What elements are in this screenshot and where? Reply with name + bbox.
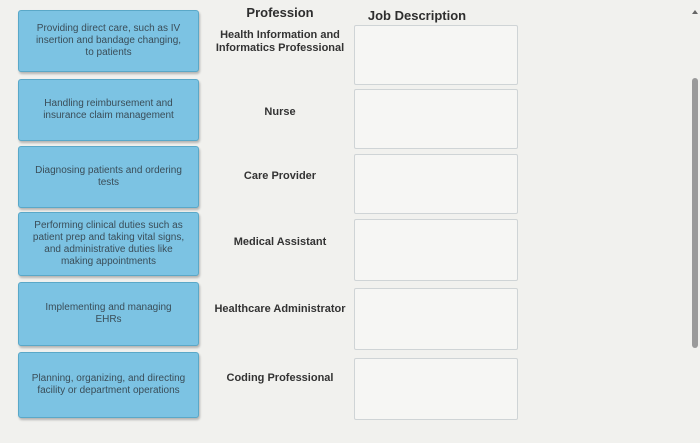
drop-zone-health-information[interactable] bbox=[354, 25, 518, 85]
scrollbar-thumb[interactable] bbox=[692, 78, 698, 348]
profession-label-care-provider: Care Provider bbox=[243, 169, 317, 182]
drop-zone-healthcare-administrator[interactable] bbox=[354, 288, 518, 350]
profession-label-health-information: Health Information and Informatics Professional bbox=[215, 29, 345, 54]
draggable-card-diagnosing[interactable]: Diagnosing patients and ordering tests bbox=[18, 146, 199, 208]
drop-zone-nurse[interactable] bbox=[354, 89, 518, 149]
profession-label-nurse: Nurse bbox=[264, 105, 296, 118]
draggable-card-operations[interactable]: Planning, organizing, and directing facility or department operations bbox=[18, 352, 199, 418]
drop-zone-medical-assistant[interactable] bbox=[354, 219, 518, 281]
profession-label-coding-professional: Coding Professional bbox=[226, 371, 334, 384]
profession-label-healthcare-administrator: Healthcare Administrator bbox=[214, 302, 346, 315]
scroll-up-arrow-icon[interactable] bbox=[692, 10, 698, 14]
profession-column-header: Profession bbox=[246, 5, 314, 20]
drop-zone-care-provider[interactable] bbox=[354, 154, 518, 214]
draggable-card-clinical-duties[interactable]: Performing clinical duties such as patient prep and taking vital signs, and administrative duties like making appointments bbox=[18, 212, 199, 276]
drop-zone-coding-professional[interactable] bbox=[354, 358, 518, 420]
profession-label-medical-assistant: Medical Assistant bbox=[233, 235, 327, 248]
draggable-card-ehrs[interactable]: Implementing and managing EHRs bbox=[18, 282, 199, 346]
draggable-card-reimbursement[interactable]: Handling reimbursement and insurance claim management bbox=[18, 79, 199, 141]
draggable-card-direct-care[interactable]: Providing direct care, such as IV insertion and bandage changing, to patients bbox=[18, 10, 199, 72]
job-description-column-header: Job Description bbox=[367, 8, 467, 23]
